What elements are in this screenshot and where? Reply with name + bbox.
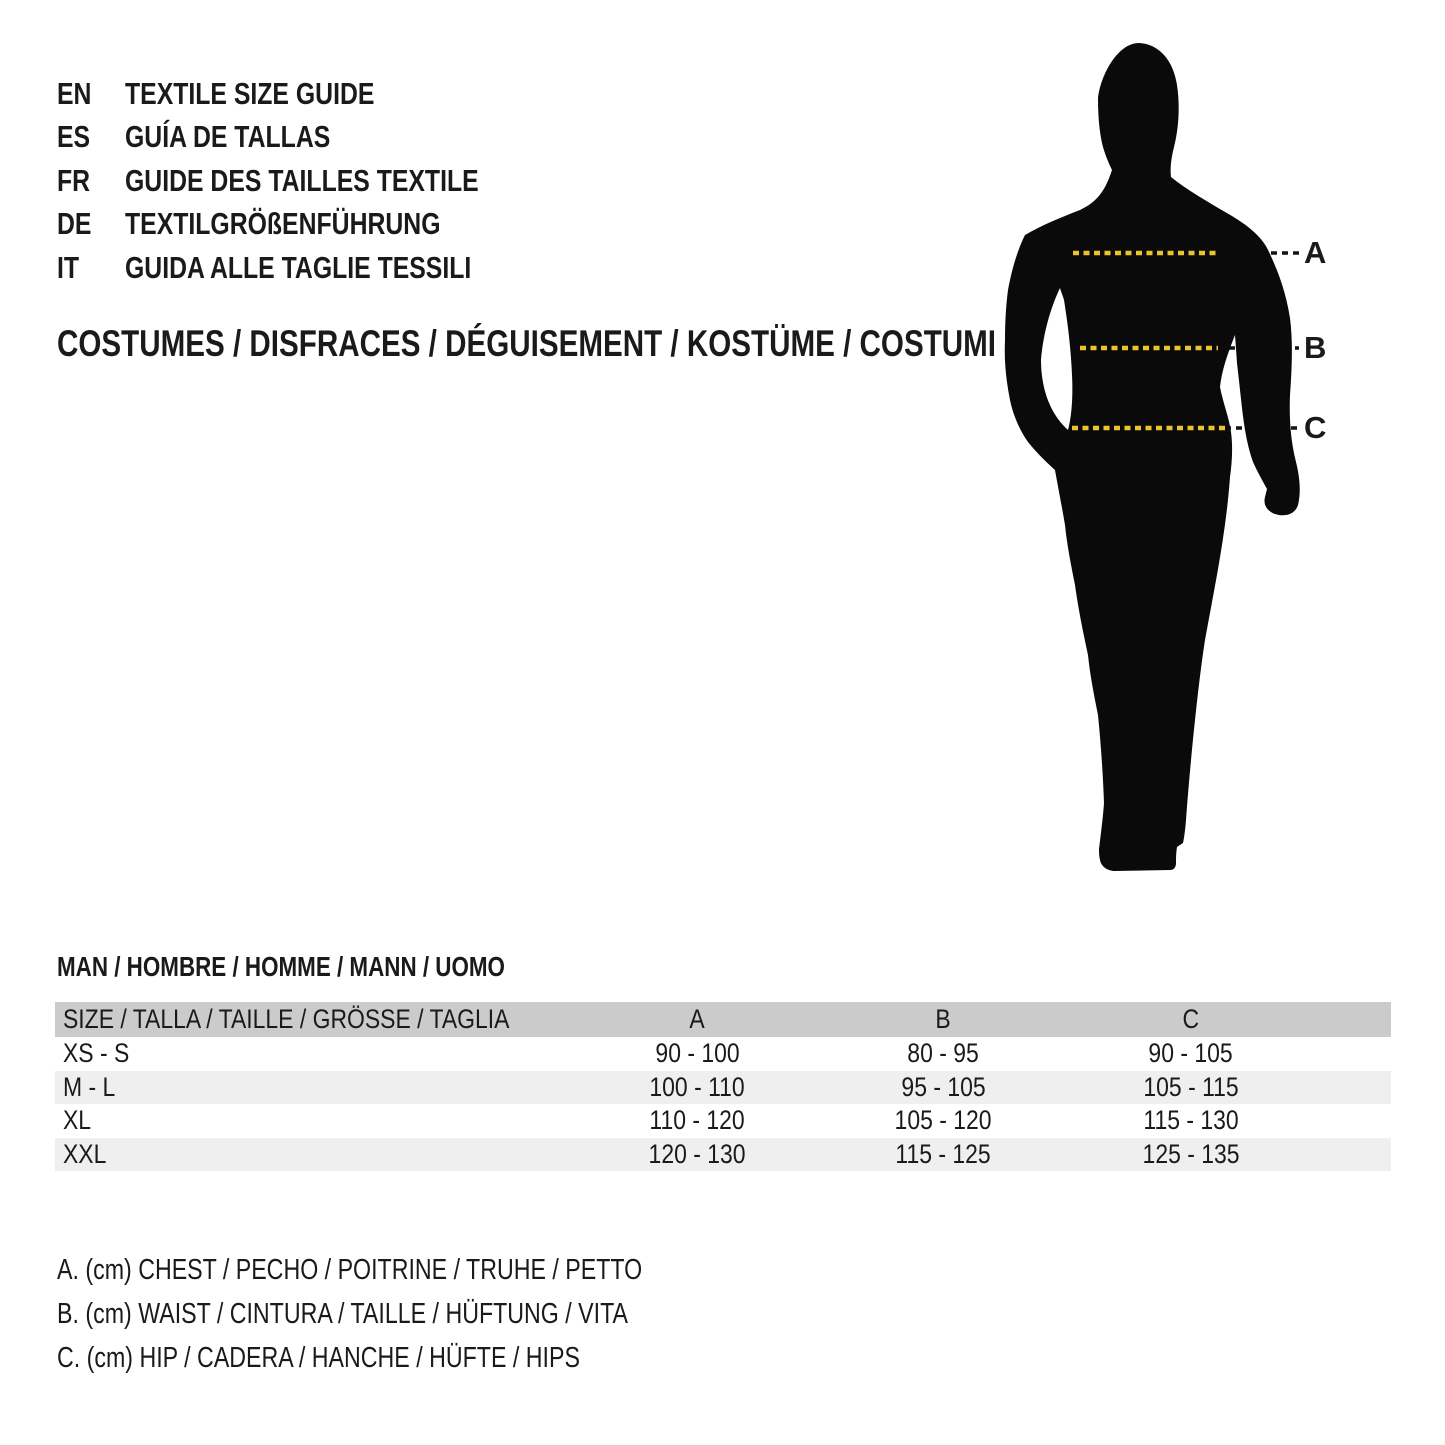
value-a: 90 - 100 [655,1038,740,1069]
chest-measure-label: A [1304,235,1327,270]
guide-title-it: GUIDA ALLE TAGLIE TESSILI [125,249,472,285]
guide-title-en: TEXTILE SIZE GUIDE [125,75,375,111]
size-table [55,1002,1391,1171]
size-table-header-row [55,1002,1391,1037]
guide-title-fr: GUIDE DES TAILLES TEXTILE [125,162,479,198]
language-code: FR [57,162,91,198]
measurement-legend [57,1248,789,1380]
value-a: 100 - 110 [649,1071,746,1102]
value-a: 120 - 130 [649,1138,746,1169]
table-row-xs-s [55,1037,1391,1071]
guide-title-de: TEXTILGRÖßENFÜHRUNG [125,206,441,242]
size-label: M - L [63,1071,116,1102]
size-column-header: SIZE / TALLA / TAILLE / GRÖSSE / TAGLIA [63,1004,510,1034]
value-c: 90 - 105 [1148,1038,1234,1069]
language-code: DE [57,206,92,242]
language-code: ES [57,119,91,155]
hip-measure-label: C [1304,410,1327,445]
size-label: XS - S [63,1038,130,1069]
legend-chest: A. (cm) CHEST / PECHO / POITRINE / TRUHE / PETTO [57,1253,643,1286]
language-guide [57,72,567,290]
language-code: IT [57,249,80,285]
value-c: 125 - 135 [1142,1138,1240,1169]
language-code: EN [57,75,92,111]
value-b: 95 - 105 [901,1071,986,1102]
guide-title-es: GUÍA DE TALLAS [125,119,331,155]
value-b: 105 - 120 [895,1105,992,1136]
value-b: 80 - 95 [907,1038,980,1069]
legend-waist: B. (cm) WAIST / CINTURA / TAILLE / HÜFTUNG / VITA [57,1297,629,1330]
column-header-c: C [1182,1004,1200,1034]
column-header-a: A [689,1004,706,1034]
size-label: XL [63,1105,92,1136]
value-c: 115 - 130 [1143,1105,1239,1136]
man-silhouette-figure [980,35,1340,895]
category-title: COSTUMES / DISFRACES / DÉGUISEMENT / KOSTÜME / COSTUMI [57,323,997,364]
legend-hip: C. (cm) HIP / CADERA / HANCHE / HÜFTE / HIPS [57,1341,580,1374]
waist-measure-label: B [1304,330,1327,365]
value-b: 115 - 125 [895,1138,992,1169]
section-title-man: MAN / HOMBRE / HOMME / MANN / UOMO [57,951,505,982]
table-row-xxl [55,1138,1391,1172]
table-row-xl [55,1104,1391,1138]
table-row-m-l [55,1071,1391,1105]
value-a: 110 - 120 [649,1105,746,1136]
value-c: 105 - 115 [1143,1071,1239,1102]
column-header-b: B [935,1004,952,1034]
size-label: XXL [63,1138,107,1169]
man-silhouette-path [1005,43,1300,871]
